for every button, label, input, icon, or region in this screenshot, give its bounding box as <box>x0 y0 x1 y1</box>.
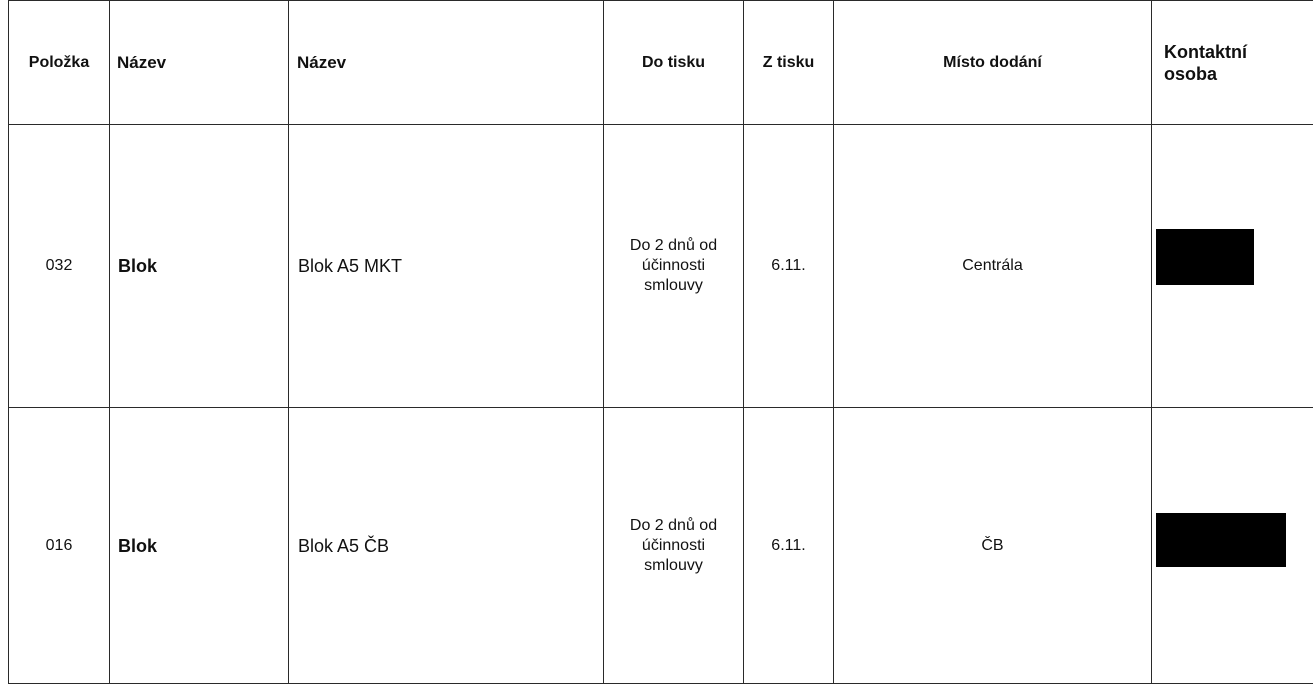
table-row <box>9 408 1313 684</box>
cell-nazev-2: Blok A5 MKT <box>289 125 604 408</box>
redaction-box <box>1156 513 1286 567</box>
header-do-tisku: Do tisku <box>604 1 744 125</box>
header-kontaktni-osoba-line2: osoba <box>1164 63 1218 84</box>
cell-do-tisku <box>604 408 744 684</box>
header-polozka: Položka <box>9 1 110 125</box>
cell-misto-dodani: ČB <box>834 408 1152 684</box>
cell-nazev-2: Blok A5 ČB <box>289 408 604 684</box>
header-nazev-1: Název <box>110 1 289 125</box>
header-z-tisku: Z tisku <box>744 1 834 125</box>
delivery-table-container <box>8 0 1313 684</box>
table-header-row <box>9 1 1313 125</box>
cell-misto-dodani: Centrála <box>834 125 1152 408</box>
cell-nazev-1: Blok <box>110 408 289 684</box>
cell-polozka: 032 <box>9 125 110 408</box>
header-kontaktni-osoba <box>1152 1 1313 125</box>
header-misto-dodani: Místo dodání <box>834 1 1152 125</box>
cell-kontaktni-osoba <box>1152 125 1313 408</box>
cell-do-tisku-line2: účinnosti <box>641 257 706 274</box>
cell-nazev-1: Blok <box>110 125 289 408</box>
delivery-table <box>8 0 1313 684</box>
header-kontaktni-osoba-line1: Kontaktní <box>1164 41 1247 62</box>
cell-do-tisku-line3: smlouvy <box>644 556 703 574</box>
header-nazev-2: Název <box>289 1 604 125</box>
cell-do-tisku-line1: Do 2 dnů od <box>629 237 718 254</box>
cell-z-tisku: 6.11. <box>744 125 834 408</box>
cell-do-tisku-line1: Do 2 dnů od <box>629 516 718 534</box>
cell-kontaktni-osoba <box>1152 408 1313 684</box>
cell-z-tisku: 6.11. <box>744 408 834 684</box>
redaction-box <box>1156 229 1254 285</box>
cell-do-tisku <box>604 125 744 408</box>
table-row <box>9 125 1313 408</box>
cell-do-tisku-line3: smlouvy <box>644 277 703 294</box>
cell-do-tisku-line2: účinnosti <box>641 536 706 554</box>
cell-polozka: 016 <box>9 408 110 684</box>
